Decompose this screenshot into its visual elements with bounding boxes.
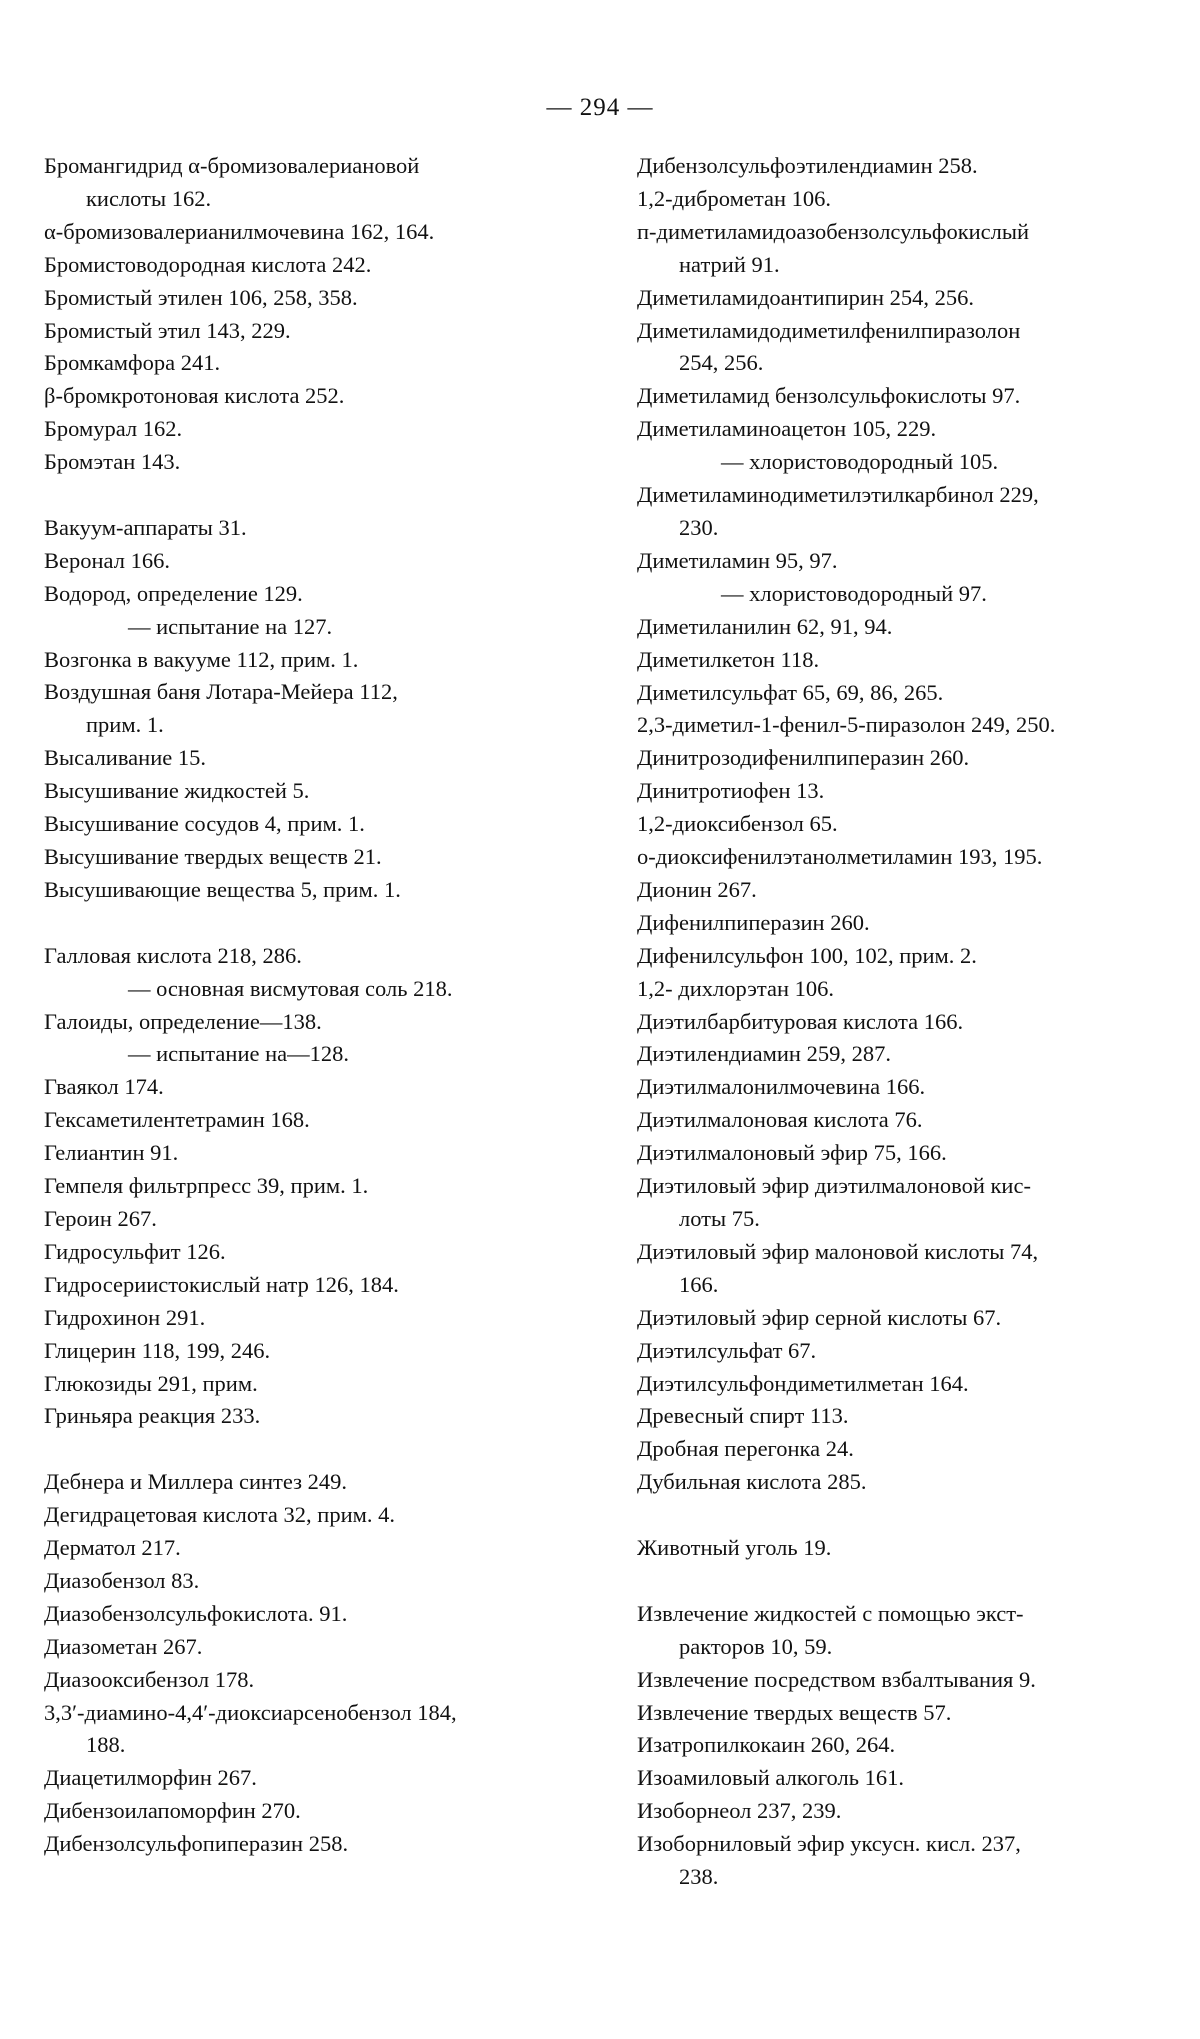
index-entry: Диэтилмалонилмочевина 166. bbox=[637, 1074, 926, 1100]
index-entry: Бромангидрид α-бромизовалериановой bbox=[44, 153, 420, 178]
index-entry: Изоборнеол 237, 239. bbox=[637, 1798, 842, 1824]
index-entry: Диацетилморфин 267. bbox=[44, 1765, 257, 1791]
index-entry: Диазобензолсульфокислота. 91. bbox=[44, 1600, 348, 1626]
index-entry: Гидросульфит 126. bbox=[44, 1238, 226, 1264]
index-entry: Высушивание сосудов 4, прим. 1. bbox=[44, 811, 365, 837]
index-entry: Гриньяра реакция 233. bbox=[44, 1403, 261, 1429]
index-entry: Бромэтан 143. bbox=[44, 449, 181, 475]
index-entry: Дегидрацетовая кислота 32, прим. 4. bbox=[44, 1502, 395, 1528]
index-entry: Извлечение жидкостей с помощью экст- bbox=[637, 1600, 1024, 1626]
index-entry: Диметиламиноацетон 105, 229. bbox=[637, 416, 937, 442]
index-entry: Динитротиофен 13. bbox=[637, 778, 825, 804]
index-entry: 1,2-диоксибензол 65. bbox=[637, 811, 838, 837]
index-entry: Возгонка в вакууме 112, прим. 1. bbox=[44, 646, 359, 672]
index-entry: Диэтилмалоновая кислота 76. bbox=[637, 1107, 923, 1133]
index-entry: Бромурал 162. bbox=[44, 416, 183, 442]
index-entry: Веронал 166. bbox=[44, 547, 170, 573]
index-entry: Животный уголь 19. bbox=[637, 1535, 832, 1561]
index-entry: Дибензолсульфоэтилендиамин 258. bbox=[637, 153, 978, 178]
index-entry: Дробная перегонка 24. bbox=[637, 1436, 854, 1462]
index-entry: Гелиантин 91. bbox=[44, 1140, 179, 1166]
index-subentry: — хлористоводородный 105. bbox=[721, 449, 999, 475]
index-entry-continuation: 188. bbox=[86, 1732, 126, 1758]
index-entry: Бромистоводородная кислота 242. bbox=[44, 251, 372, 277]
index-entry: α-бромизовалерианилмочевина 162, 164. bbox=[44, 218, 435, 244]
index-entry: Героин 267. bbox=[44, 1205, 157, 1231]
index-entry: Дубильная кислота 285. bbox=[637, 1469, 867, 1495]
index-column-left bbox=[44, 150, 569, 1861]
page-number: — 294 — bbox=[546, 94, 654, 121]
index-entry: о-диоксифенилэтанолметиламин 193, 195. bbox=[637, 844, 1043, 870]
index-entry: Диметилкетон 118. bbox=[637, 646, 820, 672]
index-entry: Дифенилсульфон 100, 102, прим. 2. bbox=[637, 942, 977, 968]
index-entry: Диметилсульфат 65, 69, 86, 265. bbox=[637, 679, 944, 705]
index-entry: Динитрозодифенилпиперазин 260. bbox=[637, 745, 970, 771]
index-entry: Извлечение твердых веществ 57. bbox=[637, 1699, 952, 1725]
index-entry: Извлечение посредством взбалтывания 9. bbox=[637, 1666, 1036, 1692]
index-entry: Дифенилпиперазин 260. bbox=[637, 909, 870, 935]
index-entry: Глицерин 118, 199, 246. bbox=[44, 1337, 271, 1363]
index-entry-continuation: ракторов 10, 59. bbox=[679, 1633, 833, 1659]
index-entry: Гваякол 174. bbox=[44, 1074, 164, 1100]
index-entry: п-диметиламидоазобензолсульфокислый bbox=[637, 218, 1030, 244]
index-entry: Диазометан 267. bbox=[44, 1633, 203, 1659]
index-subentry: — хлористоводородный 97. bbox=[721, 580, 987, 606]
index-entry: Диэтилбарбитуровая кислота 166. bbox=[637, 1008, 964, 1034]
index-entry: Изоборниловый эфир уксусн. кисл. 237, bbox=[637, 1831, 1021, 1857]
index-column-right bbox=[637, 150, 1159, 1894]
index-entry: Вакуум-аппараты 31. bbox=[44, 514, 247, 540]
index-entry: 2,3-диметил-1-фенил-5-пиразолон 249, 250. bbox=[637, 712, 1056, 738]
index-entry: Бромистый этилен 106, 258, 358. bbox=[44, 284, 358, 310]
index-entry: Дибензолсульфопиперазин 258. bbox=[44, 1831, 349, 1857]
index-entry: Диэтиловый эфир диэтилмалоновой кис- bbox=[637, 1173, 1031, 1199]
index-entry: Галоиды, определение—138. bbox=[44, 1008, 322, 1034]
index-entry: Дионин 267. bbox=[637, 876, 757, 902]
index-entry: Диэтиловый эфир серной кислоты 67. bbox=[637, 1304, 1002, 1330]
index-entry: Гемпеля фильтрпресс 39, прим. 1. bbox=[44, 1173, 369, 1199]
index-entry: Диазобензол 83. bbox=[44, 1567, 200, 1593]
index-entry: Диметиламинодиметилэтилкарбинол 229, bbox=[637, 482, 1039, 508]
index-entry: Воздушная баня Лотара-Мейера 112, bbox=[44, 679, 398, 705]
index-entry: Диметиламидодиметилфенилпиразолон bbox=[637, 317, 1021, 343]
index-entry: Гидросериистокислый натр 126, 184. bbox=[44, 1271, 399, 1297]
index-entry: Дибензоилапоморфин 270. bbox=[44, 1798, 301, 1824]
index-entry: Изоамиловый алкоголь 161. bbox=[637, 1765, 904, 1791]
index-subentry: — испытание на—128. bbox=[128, 1041, 350, 1067]
index-entry: Диэтилсульфондиметилметан 164. bbox=[637, 1370, 969, 1396]
index-entry: Гексаметилентетрамин 168. bbox=[44, 1107, 310, 1133]
index-entry: Диметиламин 95, 97. bbox=[637, 547, 838, 573]
index-entry: Дебнера и Миллера синтез 249. bbox=[44, 1469, 348, 1495]
index-entry: Диметиланилин 62, 91, 94. bbox=[637, 613, 893, 639]
index-entry-continuation: 238. bbox=[679, 1864, 719, 1890]
index-entry: Древесный спирт 113. bbox=[637, 1403, 849, 1429]
index-entry-continuation: 230. bbox=[679, 514, 719, 540]
index-entry: Диэтилсульфат 67. bbox=[637, 1337, 817, 1363]
index-entry: Диметиламид бензолсульфокислоты 97. bbox=[637, 383, 1021, 409]
index-entry: Бромкамфора 241. bbox=[44, 350, 221, 376]
index-entry-continuation: кислоты 162. bbox=[86, 185, 212, 211]
index-entry: Дерматол 217. bbox=[44, 1535, 181, 1561]
index-entry: Галловая кислота 218, 286. bbox=[44, 942, 302, 968]
index-entry-continuation: прим. 1. bbox=[86, 712, 164, 738]
index-entry: Высушивающие вещества 5, прим. 1. bbox=[44, 876, 401, 902]
index-entry: Высушивание твердых веществ 21. bbox=[44, 844, 382, 870]
index-entry-continuation: натрий 91. bbox=[679, 251, 780, 277]
index-subentry: — испытание на 127. bbox=[128, 613, 333, 639]
index-entry: Диазооксибензол 178. bbox=[44, 1666, 255, 1692]
index-subentry: — основная висмутовая соль 218. bbox=[128, 975, 453, 1001]
index-entry: 1,2- дихлорэтан 106. bbox=[637, 975, 835, 1001]
index-entry: Диэтилмалоновый эфир 75, 166. bbox=[637, 1140, 947, 1166]
index-entry: Диэтиловый эфир малоновой кислоты 74, bbox=[637, 1238, 1039, 1264]
index-entry-continuation: 166. bbox=[679, 1271, 719, 1297]
index-entry: 1,2-диброметан 106. bbox=[637, 185, 831, 211]
index-entry: Высушивание жидкостей 5. bbox=[44, 778, 310, 804]
index-entry: Бромистый этил 143, 229. bbox=[44, 317, 291, 343]
index-entry: β-бромкротоновая кислота 252. bbox=[44, 383, 345, 409]
index-entry: Гидрохинон 291. bbox=[44, 1304, 206, 1330]
index-entry: Диметиламидоантипирин 254, 256. bbox=[637, 284, 974, 310]
index-entry: 3,3′-диамино-4,4′-диоксиарсенобензол 184, bbox=[44, 1699, 457, 1725]
index-entry-continuation: 254, 256. bbox=[679, 350, 764, 376]
index-entry: Водород, определение 129. bbox=[44, 580, 303, 606]
index-entry: Изатропилкокаин 260, 264. bbox=[637, 1732, 896, 1758]
index-entry: Высаливание 15. bbox=[44, 745, 206, 771]
index-entry: Глюкозиды 291, прим. bbox=[44, 1370, 258, 1396]
index-entry-continuation: лоты 75. bbox=[679, 1206, 760, 1231]
index-entry: Диэтилендиамин 259, 287. bbox=[637, 1041, 891, 1067]
